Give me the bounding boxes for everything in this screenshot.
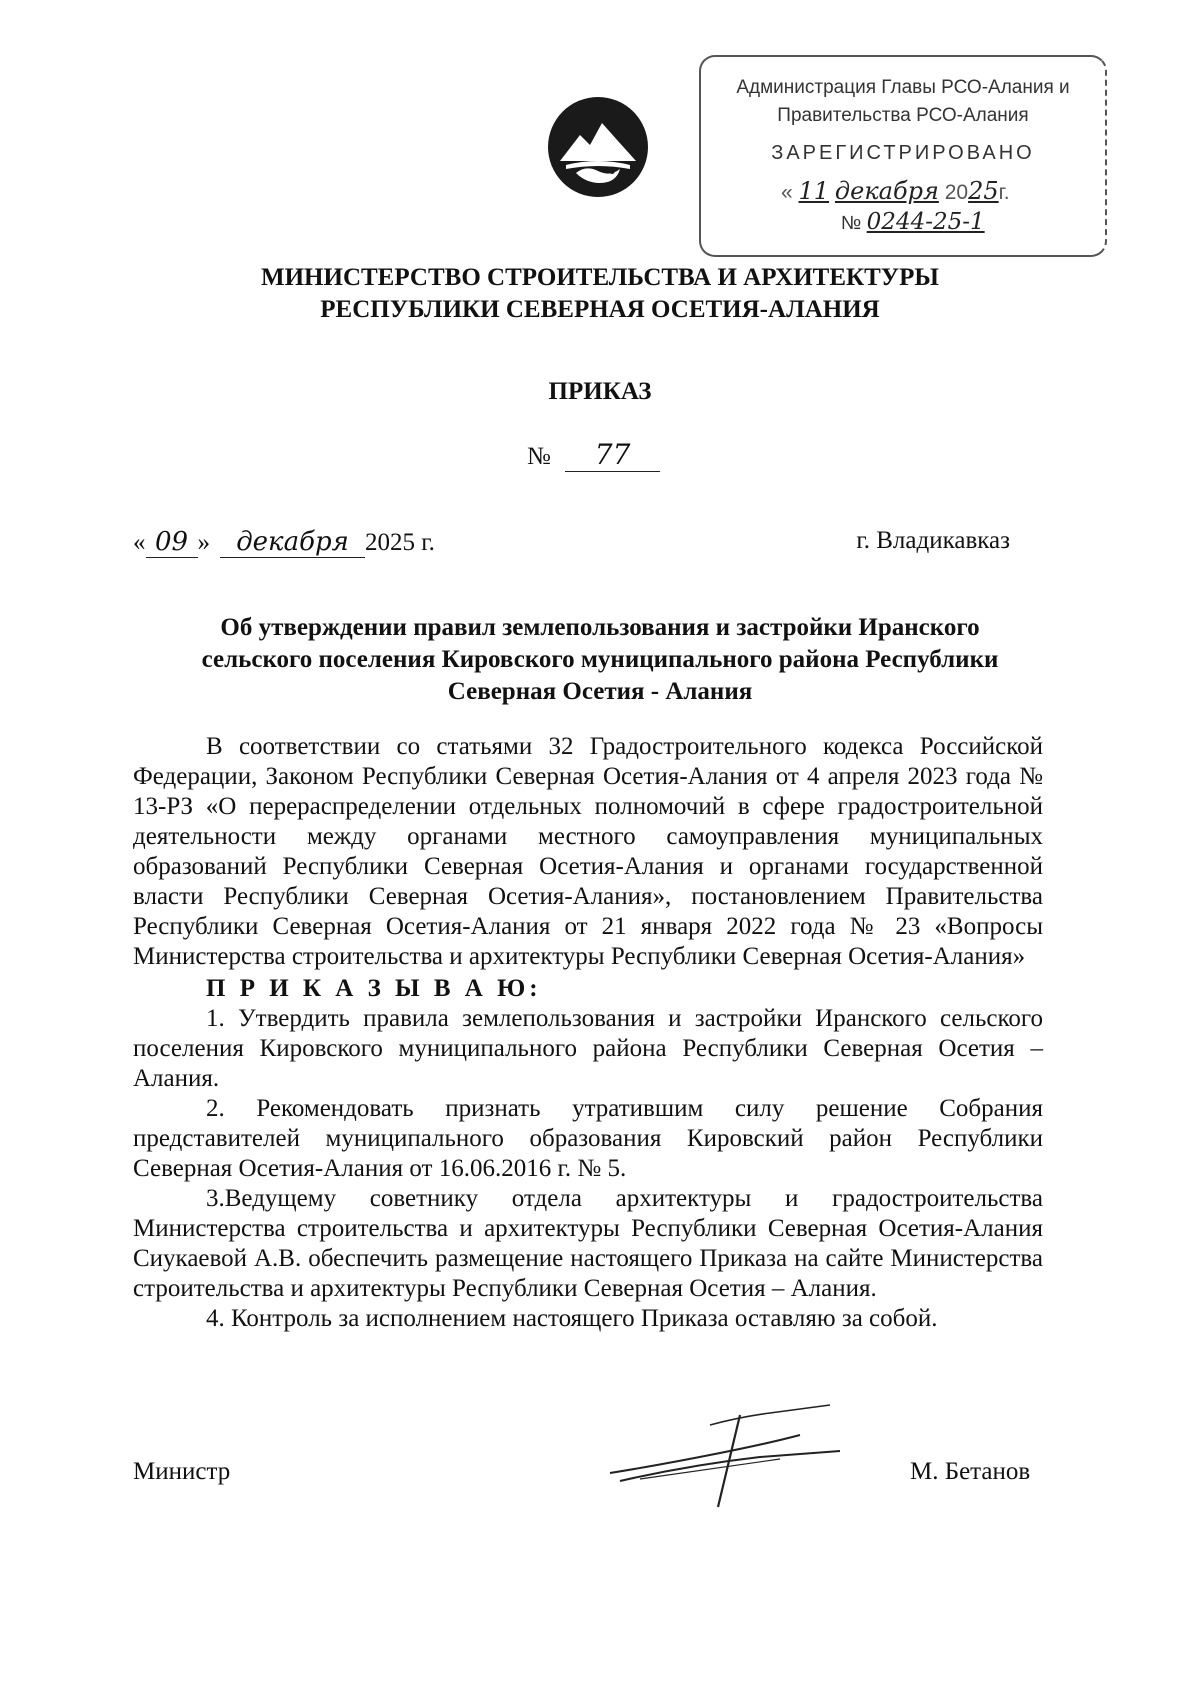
stamp-date-year-prefix: 20: [944, 181, 969, 204]
stamp-number-value: 0244-25-1: [866, 209, 985, 235]
stamp-registered-label: ЗАРЕГИСТРИРОВАНО: [771, 142, 1035, 164]
date-open-quote: «: [133, 529, 146, 556]
order-city: г. Владикавказ: [856, 527, 1010, 554]
order-title: ПРИКАЗ: [548, 378, 652, 405]
preamble-paragraph: В соответствии со статьями 32 Градостроительного кодекса Российской Федерации, Законом Республики Северная Осетия-Алания от 4 апреля 2023 года № 13-РЗ «О перераспределении отдельных полномочий в сфере градостроительной деятельности между органами местного самоуправления муниципальных образований Республики Северная Осетия-Алания и органами государственной власти Республики Северная Осетия-Алания», постановлением Правительства Республики Северная Осетия-Алания от 21 января 2022 года № 23 «Вопросы Министерства строительства и архитектуры Республики Северная Осетия-Алания»: [133, 733, 1043, 970]
ministry-header: [0, 262, 1200, 326]
order-body: [133, 732, 1043, 1334]
orders-heading: П Р И К А З Ы В А Ю:: [206, 975, 542, 1002]
date-close-quote: »: [197, 529, 210, 556]
order-number-label: №: [527, 443, 551, 470]
date-year: 2025 г.: [365, 529, 435, 556]
date-day: 09: [146, 527, 198, 558]
order-number-value: 77: [565, 438, 660, 472]
stamp-number-label: №: [841, 213, 862, 234]
stamp-date-year-mark: г.: [998, 181, 1010, 204]
stamp-date-year-suffix: 25: [968, 177, 999, 205]
ministry-name-line2: РЕСПУБЛИКИ СЕВЕРНАЯ ОСЕТИЯ-АЛАНИЯ: [320, 296, 880, 323]
signatory-title: Министр: [133, 1458, 231, 1485]
subject-line3: Северная Осетия - Алания: [447, 678, 753, 705]
order-item-3: 3.Ведущему советнику отдела архитектуры и градостроительства Министерства строительства и архитектуры Республики Северная Осетия-Алания Сиукаевой А.В. обеспечить размещение настоящего Приказа на сайте Министерства строительства и архитектуры Республики Северная Осетия – Алания.: [133, 1185, 1043, 1302]
subject-line2: сельского поселения Кировского муниципального района Республики: [201, 646, 999, 673]
signatory-name: М. Бетанов: [910, 1458, 1031, 1485]
order-date: [133, 527, 435, 558]
order-number: [527, 438, 660, 472]
date-month: декабря: [220, 527, 365, 558]
registration-stamp: [699, 55, 1107, 257]
subject-line1: Об утверждении правил землепользования и застройки Иранского: [220, 614, 980, 641]
coat-of-arms-emblem: [546, 95, 650, 199]
order-item-4: 4. Контроль за исполнением настоящего Приказа оставляю за собой.: [206, 1305, 938, 1332]
stamp-date-month: декабря: [834, 177, 939, 205]
order-subject: [0, 612, 1200, 708]
stamp-date: [781, 177, 1010, 205]
stamp-line-government: Правительства РСО-Алания: [777, 105, 1029, 126]
order-item-1: 1. Утвердить правила землепользования и застройки Иранского сельского поселения Кировского муниципального района Республики Северная Осетия – Алания.: [133, 1005, 1043, 1092]
stamp-line-organization: Администрация Главы РСО-Алания и: [736, 77, 1070, 98]
ministry-name-line1: МИНИСТЕРСТВО СТРОИТЕЛЬСТВА И АРХИТЕКТУРЫ: [261, 264, 939, 291]
stamp-date-day: 11: [798, 177, 830, 205]
stamp-number: [841, 209, 985, 235]
stamp-date-open-quote: «: [781, 181, 793, 204]
handwritten-signature: [600, 1395, 850, 1515]
order-item-2: 2. Рекомендовать признать утратившим силу решение Собрания представителей муниципального образования Кировский район Республики Северная Осетия-Алания от 16.06.2016 г. № 5.: [133, 1095, 1043, 1182]
